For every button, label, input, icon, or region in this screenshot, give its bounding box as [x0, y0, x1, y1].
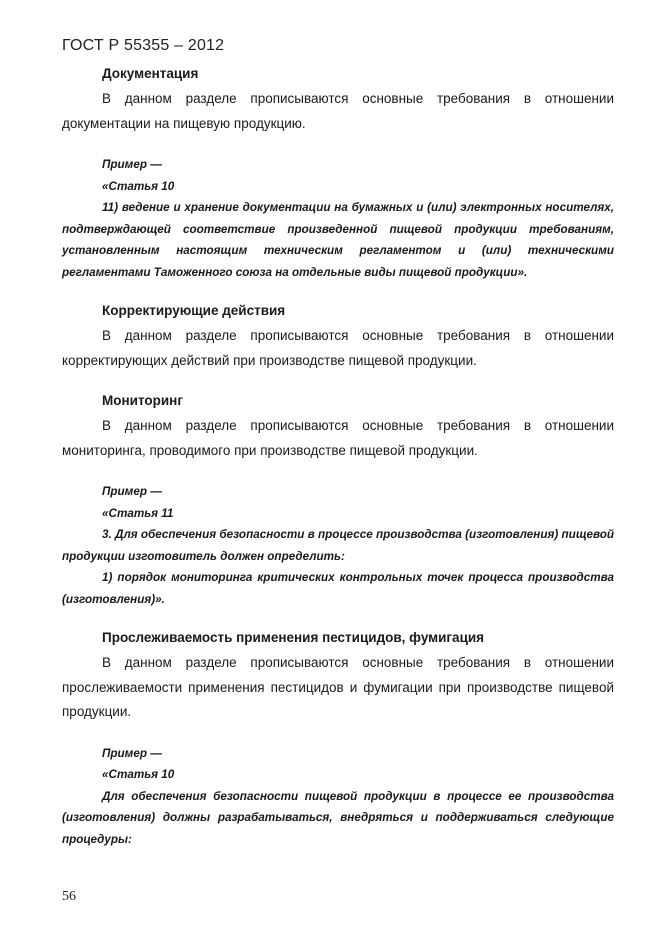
- page-number: 56: [62, 889, 76, 904]
- section-heading-corrective: Корректирующие действия: [102, 303, 286, 318]
- example-text: 3. Для обеспечения безопасности в процессе производства (изготовления) пищевой продукции изготовитель должен определить:: [62, 528, 614, 563]
- document-header: ГОСТ Р 55355 – 2012: [62, 37, 225, 54]
- example-label: Пример —: [102, 485, 162, 498]
- example-article: «Статья 10: [102, 179, 175, 193]
- example-article: «Статья 10: [102, 768, 175, 781]
- page-content: [62, 64, 614, 850]
- section-body-monitoring: В данном разделе прописываются основные требования в отношении мониторинга, проводимого при производстве пищевой продукции.: [62, 418, 614, 458]
- example-text: 1) порядок мониторинга критических контрольных точек процесса производства (изготовления)».: [62, 571, 614, 606]
- section-heading-monitoring: Мониторинг: [102, 393, 183, 408]
- example-text: Для обеспечения безопасности пищевой продукции в процессе ее производства (изготовления) должны разрабатываться, внедряться и поддерживаться следующие процедуры:: [62, 789, 614, 846]
- section-body-traceability: В данном разделе прописываются основные требования в отношении прослеживаемости применения пестицидов и фумигации при производстве пищевой продукции.: [62, 655, 614, 719]
- example-label: Пример —: [102, 746, 162, 760]
- example-text: 11) ведение и хранение документации на бумажных и (или) электронных носителях, подтверждающей соответствие произведенной пищевой продукции требованиям, установленным настоящим техническим регламентом и (или) техническими регламентами Таможенного союза на отдельные виды пищевой продукции».: [62, 201, 614, 279]
- section-body-documentation: В данном разделе прописываются основные требования в отношении документации на пищевую продукцию.: [62, 91, 614, 131]
- example-label: Пример —: [102, 158, 162, 171]
- section-heading-documentation: Документация: [102, 66, 199, 81]
- section-body-corrective: В данном разделе прописываются основные требования в отношении корректирующих действий при производстве пищевой продукции.: [62, 328, 614, 368]
- example-article: «Статья 11: [102, 506, 174, 520]
- section-heading-traceability: Прослеживаемость применения пестицидов, фумигация: [102, 630, 485, 645]
